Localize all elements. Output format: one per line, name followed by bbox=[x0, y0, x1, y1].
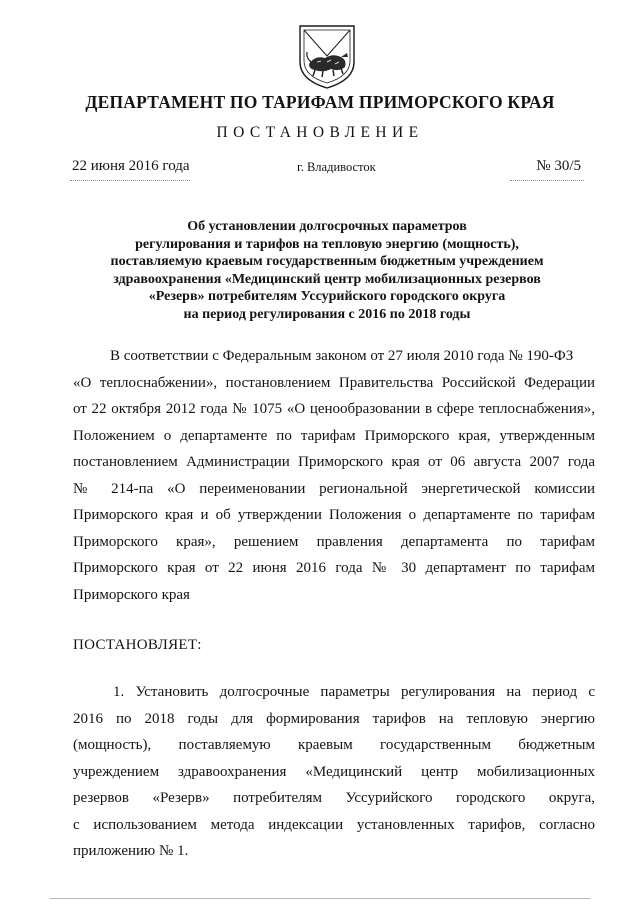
page-edge bbox=[50, 898, 590, 899]
resolves-heading: ПОСТАНОВЛЯЕТ: bbox=[73, 637, 202, 653]
preamble-paragraph bbox=[73, 343, 595, 608]
text-line: Приморского края и об утверждении Положения о департаменте по тарифам bbox=[73, 507, 595, 523]
document-date: 22 июня 2016 года bbox=[72, 158, 190, 174]
date-underline bbox=[70, 180, 190, 181]
document-type: ПОСТАНОВЛЕНИЕ bbox=[216, 124, 424, 141]
text-line: Приморского края от 22 июня 2016 года № 30 департамент по тарифам bbox=[73, 560, 595, 576]
text-line: Положением о департаменте по тарифам Приморского края, утвержденным bbox=[73, 427, 595, 444]
document-number: № 30/5 bbox=[536, 158, 581, 174]
document-subject bbox=[60, 218, 594, 324]
text-line: «О теплоснабжении», постановлением Правительства Российской Федерации bbox=[73, 374, 595, 391]
department-title: ДЕПАРТАМЕНТ ПО ТАРИФАМ ПРИМОРСКОГО КРАЯ bbox=[85, 92, 555, 112]
subject-line: Об установлении долгосрочных параметров bbox=[187, 219, 467, 234]
coat-of-arms-icon bbox=[297, 22, 357, 90]
subject-line: поставляемую краевым государственным бюджетным учреждением bbox=[110, 254, 544, 270]
text-line: с использованием метода индексации установленных тарифов, согласно bbox=[73, 816, 595, 833]
text-line: постановлением Администрации Приморского края от 06 августа 2007 года bbox=[73, 454, 595, 470]
text-line: 2016 по 2018 годы для формирования тарифов на тепловую энергию bbox=[73, 710, 595, 727]
item-1-paragraph bbox=[73, 679, 595, 865]
text-line: от 22 октября 2012 года № 1075 «О ценообразовании в сфере теплоснабжения», bbox=[73, 401, 595, 417]
text-line: Приморского края bbox=[73, 586, 190, 603]
subject-line: здравоохранения «Медицинский центр мобилизационных резервов bbox=[113, 271, 541, 287]
text-line: учреждением здравоохранения «Медицинский центр мобилизационных bbox=[73, 763, 595, 780]
subject-line: на период регулирования с 2016 по 2018 годы bbox=[183, 306, 471, 322]
document-city: г. Владивосток bbox=[297, 160, 376, 174]
text-line: резервов «Резерв» потребителям Уссурийского городского округа, bbox=[73, 790, 595, 806]
text-line: 1. Установить долгосрочные параметры регулирования на период с bbox=[113, 684, 595, 700]
text-line: приложению № 1. bbox=[73, 843, 189, 859]
number-underline bbox=[510, 180, 584, 181]
subject-line: «Резерв» потребителям Уссурийского городского округа bbox=[148, 289, 506, 305]
text-line: Приморского края», решением правления департамента по тарифам bbox=[73, 533, 595, 550]
subject-line: регулирования и тарифов на тепловую энергию (мощность), bbox=[135, 236, 519, 252]
text-line: В соответствии с Федеральным законом от 27 июля 2010 года № 190-ФЗ bbox=[110, 348, 574, 364]
text-line: № 214-па «О переименовании региональной энергетической комиссии bbox=[73, 480, 595, 497]
text-line: (мощность), поставляемую краевым государственным бюджетным bbox=[73, 737, 595, 753]
